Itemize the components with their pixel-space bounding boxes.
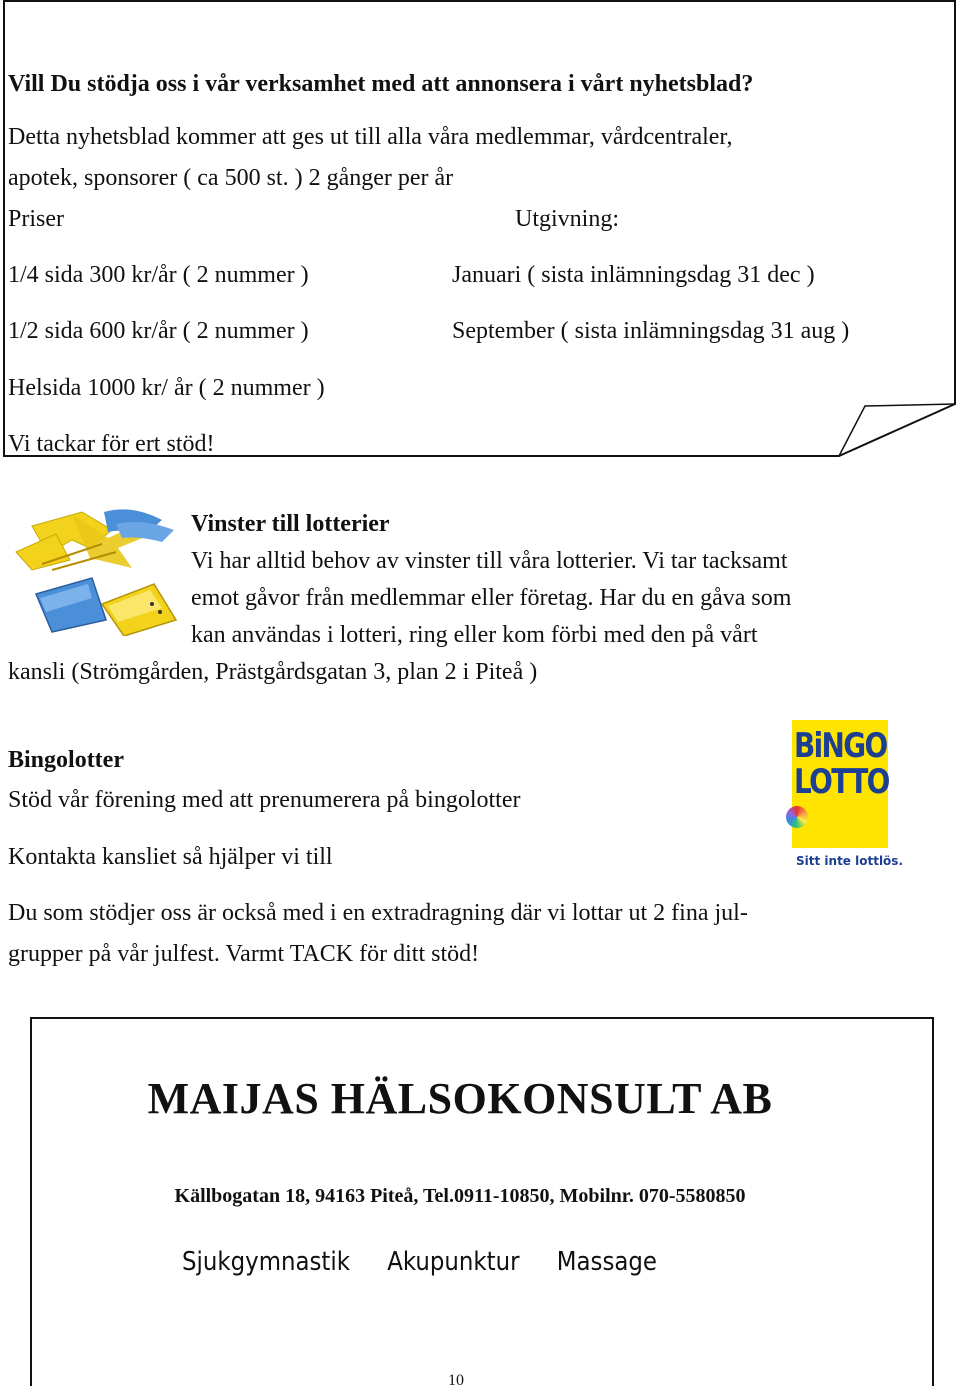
prices-label: Priser	[8, 206, 64, 232]
page-number: 10	[448, 1372, 464, 1389]
ad-intro-line2: apotek, sponsorer ( ca 500 st. ) 2 gånger per år	[8, 165, 454, 191]
bingo-disc-icon	[786, 806, 808, 828]
issue-label: Utgivning:	[515, 206, 620, 232]
lottery-line3: kan användas i lotteri, ring eller kom förbi med den på vårt	[191, 622, 758, 648]
ad-heading: Vill Du stödja oss i vår verksamhet med att annonsera i vårt nyhetsblad?	[8, 71, 754, 97]
lottery-line4: kansli (Strömgården, Prästgårdsgatan 3, plan 2 i Piteå )	[8, 659, 538, 685]
company-address: Källbogatan 18, 94163 Piteå, Tel.0911-10850, Mobilnr. 070-5580850	[174, 1185, 746, 1207]
ad-intro-line1: Detta nyhetsblad kommer att ges ut till alla våra medlemmar, vårdcentraler,	[8, 124, 733, 150]
service-item: Akupunktur	[387, 1247, 520, 1277]
price-half-page: 1/2 sida 600 kr/år ( 2 nummer )	[8, 318, 309, 344]
issue-september: September ( sista inlämningsdag 31 aug )	[452, 318, 850, 344]
lottery-prizes-image	[12, 508, 184, 636]
company-advertisement	[30, 1017, 934, 1386]
price-quarter-page: 1/4 sida 300 kr/år ( 2 nummer )	[8, 262, 309, 288]
bingo-line1: Stöd vår förening med att prenumerera på bingolotter	[8, 787, 521, 813]
bingo-heading: Bingolotter	[8, 747, 124, 773]
company-services	[182, 1247, 687, 1277]
bingolotto-logo	[778, 718, 902, 876]
lottery-heading: Vinster till lotterier	[191, 511, 390, 537]
price-full-page: Helsida 1000 kr/ år ( 2 nummer )	[8, 375, 325, 401]
issue-january: Januari ( sista inlämningsdag 31 dec )	[452, 262, 815, 288]
lottery-line2: emot gåvor från medlemmar eller företag. Har du en gåva som	[191, 585, 792, 611]
bingo-line2: Kontakta kansliet så hjälper vi till	[8, 844, 333, 870]
bingo-logo-wordmark: BiNGO LOTTO	[794, 726, 889, 802]
service-item: Massage	[556, 1247, 657, 1277]
bingo-logo-tagline: Sitt inte lottlös.	[796, 854, 904, 868]
company-name: MAIJAS HÄLSOKONSULT AB	[147, 1074, 773, 1123]
ad-thanks: Vi tackar för ert stöd!	[8, 431, 215, 457]
lottery-line1: Vi har alltid behov av vinster till våra lotterier. Vi tar tacksamt	[191, 548, 788, 574]
bingo-line3: Du som stödjer oss är också med i en extradragning där vi lottar ut 2 fina jul-	[8, 900, 748, 926]
advertising-notice	[3, 0, 955, 456]
service-item: Sjukgymnastik	[182, 1247, 351, 1277]
bingo-line4: grupper på vår julfest. Varmt TACK för ditt stöd!	[8, 941, 480, 967]
